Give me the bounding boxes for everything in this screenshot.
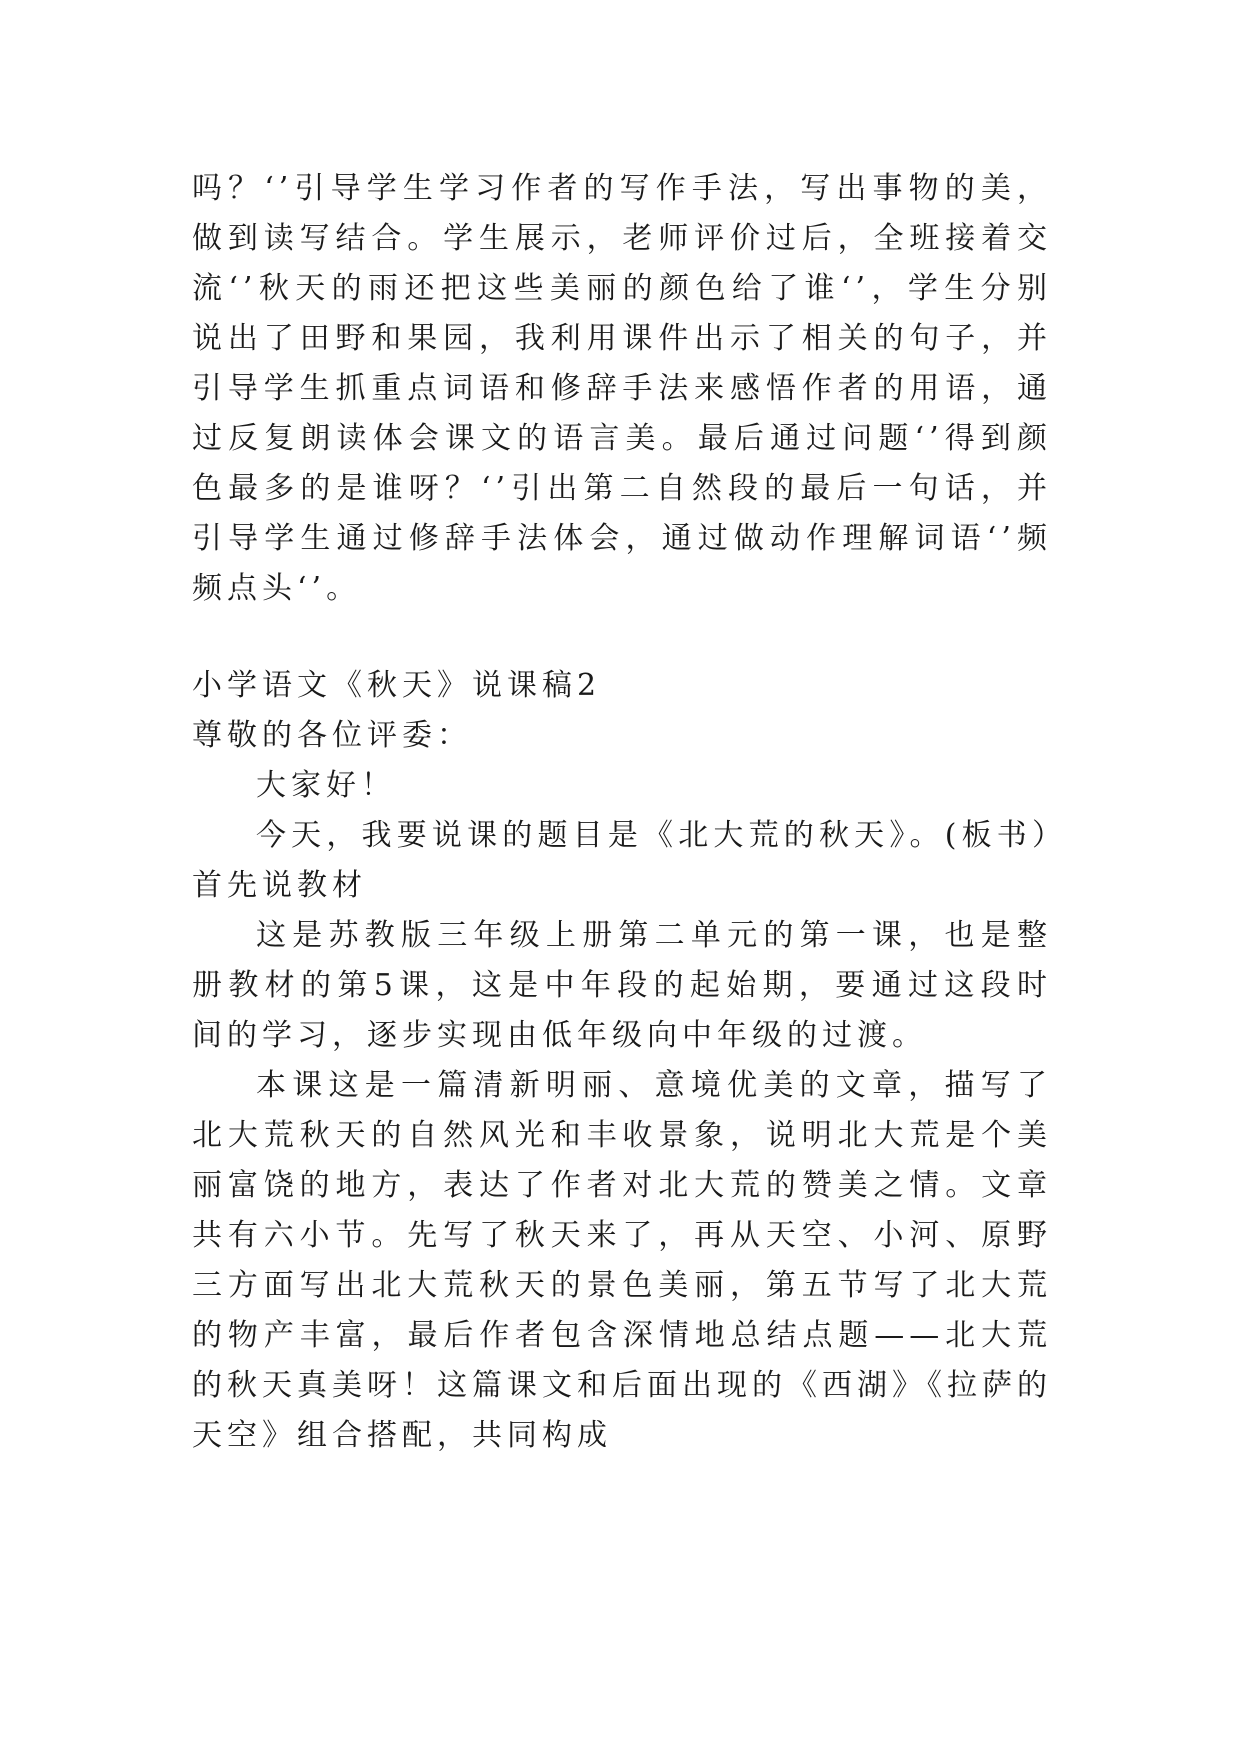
salutation: 尊敬的各位评委： bbox=[192, 718, 472, 753]
paragraph-textbook: 这是苏教版三年级上册第二单元的第一课，也是整册教材的第5课，这是中年段的起始期，要通过这段时间的学习，逐步实现由低年级向中年级的过渡。 bbox=[192, 918, 1052, 1053]
continued-paragraph: 吗？‘’引导学生学习作者的写作手法，写出事物的美，做到读写结合。学生展示，老师评价过后，全班接着交流‘’秋天的雨还把这些美丽的颜色给了谁‘’，学生分别说出了田野和果园，我利用课件出示了相关的句子，并引导学生抓重点词语和修辞手法来感悟作者的用语，通过反复朗读体会课文的语言美。最后通过问题‘’得到颜色最多的是谁呀？‘’引出第二自然段的最后一句话，并引导学生通过修辞手法体会，通过做动作理解词语‘’频频点头‘’。 bbox=[192, 171, 1052, 606]
section-title: 小学语文《秋天》说课稿2 bbox=[192, 668, 602, 703]
greeting: 大家好！ bbox=[256, 768, 396, 803]
paragraph-intro: 今天，我要说课的题目是《北大荒的秋天》。(板书）首先说教材 bbox=[192, 818, 1052, 903]
paragraph-lesson: 本课这是一篇清新明丽、意境优美的文章，描写了北大荒秋天的自然风光和丰收景象，说明北大荒是个美丽富饶的地方，表达了作者对北大荒的赞美之情。文章共有六小节。先写了秋天来了，再从天空、小河、原野三方面写出北大荒秋天的景色美丽，第五节写了北大荒的物产丰富，最后作者包含深情地总结点题——北大荒的秋天真美呀！这篇课文和后面出现的《西湖》《拉萨的天空》组合搭配，共同构成 bbox=[192, 1068, 1052, 1453]
section-gap bbox=[192, 614, 1052, 661]
document-body bbox=[192, 164, 1052, 1461]
